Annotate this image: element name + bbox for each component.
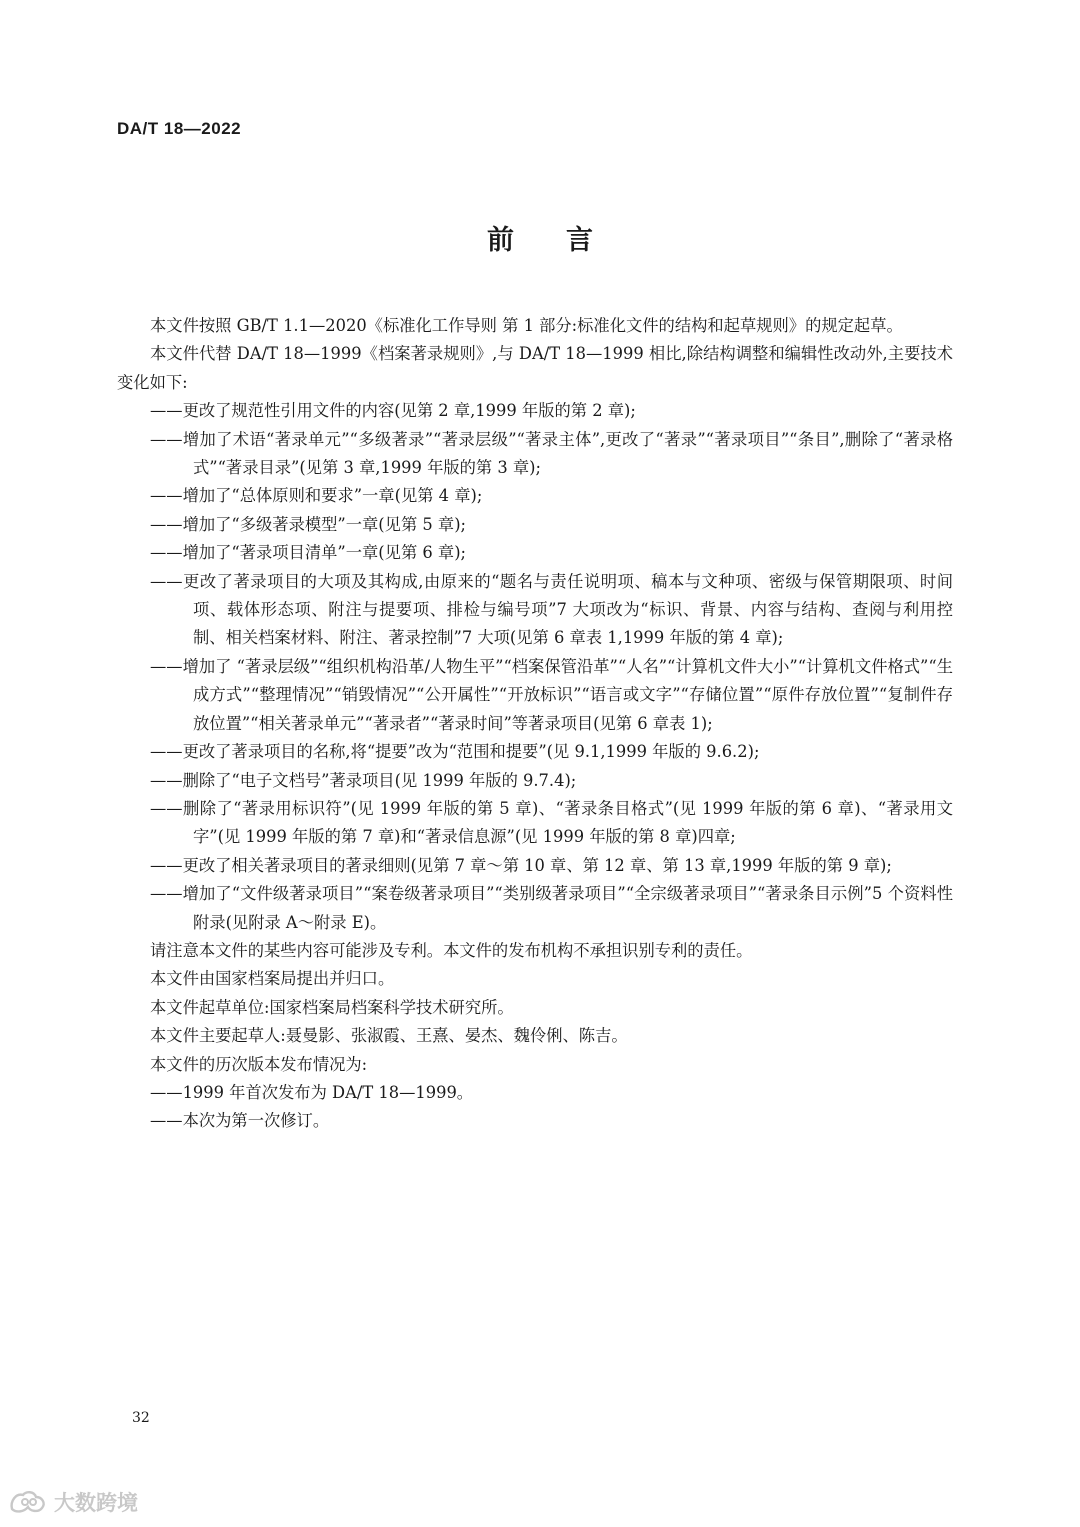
paragraph-replacement: 本文件代替 DA/T 18—1999《档案著录规则》,与 DA/T 18—1999 相比,除结构调整和编辑性改动外,主要技术变化如下: (117, 344, 953, 392)
list-item: ——更改了著录项目的大项及其构成,由原来的“题名与责任说明项、稿本与文种项、密级与保管期限项、时间项、载体形态项、附注与提要项、排检与编号项”7 大项改为“标识、背景、内容与结构、查阅与利用控制、相关档案材料、附注、著录控制”7 大项(见第 6 章表 1,1999 年版的第 4 章); (150, 571, 953, 648)
list-item: ——增加了术语“著录单元”“多级著录”“著录层级”“著录主体”,更改了“著录”“著录项目”“条目”,删除了“著录格式”“著录目录”(见第 3 章,1999 年版的第 3 章); (150, 429, 953, 478)
version-history-list (117, 1079, 953, 1136)
list-item: ——更改了规范性引用文件的内容(见第 2 章,1999 年版的第 2 章); (150, 401, 636, 421)
list-item: ——删除了“电子文档号”著录项目(见 1999 年版的 9.7.4); (150, 770, 577, 790)
watermark-text: 大数跨境 (54, 1491, 138, 1515)
watermark (8, 1487, 138, 1517)
technical-changes-list (117, 397, 953, 937)
proposer-statement: 本文件由国家档案局提出并归口。 (150, 969, 395, 989)
list-item: ——更改了著录项目的名称,将“提要”改为“范围和提要”(见 9.1,1999 年版的 9.6.2); (150, 742, 760, 762)
drafting-unit-statement: 本文件起草单位:国家档案局档案科学技术研究所。 (150, 997, 514, 1017)
list-item: ——本次为第一次修订。 (150, 1111, 330, 1131)
list-item: ——1999 年首次发布为 DA/T 18—1999。 (150, 1082, 474, 1102)
list-item: ——增加了“多级著录模型”一章(见第 5 章); (150, 514, 467, 534)
drafters-statement: 本文件主要起草人:聂曼影、张淑霞、王熹、晏杰、魏伶俐、陈吉。 (150, 1026, 628, 1046)
version-history-statement: 本文件的历次版本发布情况为: (150, 1054, 368, 1074)
document-code: DA/T 18—2022 (117, 119, 242, 138)
brand-logo-icon (8, 1489, 48, 1515)
list-item: ——增加了“文件级著录项目”“案卷级著录项目”“类别级著录项目”“全宗级著录项目”“著录条目示例”5 个资料性附录(见附录 A～附录 E)。 (150, 884, 953, 932)
patent-statement: 请注意本文件的某些内容可能涉及专利。本文件的发布机构不承担识别专利的责任。 (150, 940, 753, 960)
list-item: ——删除了“著录用标识符”(见 1999 年版的第 5 章)、“著录条目格式”(见 1999 年版的第 6 章)、“著录用文字”(见 1999 年版的第 7 章)和“著录信息源”(见 1999 年版的第 8 章)四章; (150, 798, 953, 847)
list-item: ——增加了“著录项目清单”一章(见第 6 章); (150, 543, 467, 563)
list-item: ——更改了相关著录项目的著录细则(见第 7 章～第 10 章、第 12 章、第 13 章,1999 年版的第 9 章); (150, 855, 892, 875)
foreword-body (117, 312, 953, 1136)
list-item: ——增加了 “著录层级”“组织机构沿革/人物生平”“档案保管沿革”“人名”“计算机文件大小”“计算机文件格式”“生成方式”“整理情况”“销毁情况”“公开属性”“开放标识”“语言或文字”“存储位置”“原件存放位置”“复制件存放位置”“相关著录单元”“著录者”“著录时间”等著录项目(见第 6 章表 1); (150, 656, 953, 733)
page-number: 32 (132, 1410, 150, 1426)
page-title: 前言 (487, 225, 645, 256)
paragraph-drafting-rule: 本文件按照 GB/T 1.1—2020《标准化工作导则 第 1 部分:标准化文件的结构和起草规则》的规定起草。 (150, 316, 903, 335)
list-item: ——增加了“总体原则和要求”一章(见第 4 章); (150, 486, 483, 506)
